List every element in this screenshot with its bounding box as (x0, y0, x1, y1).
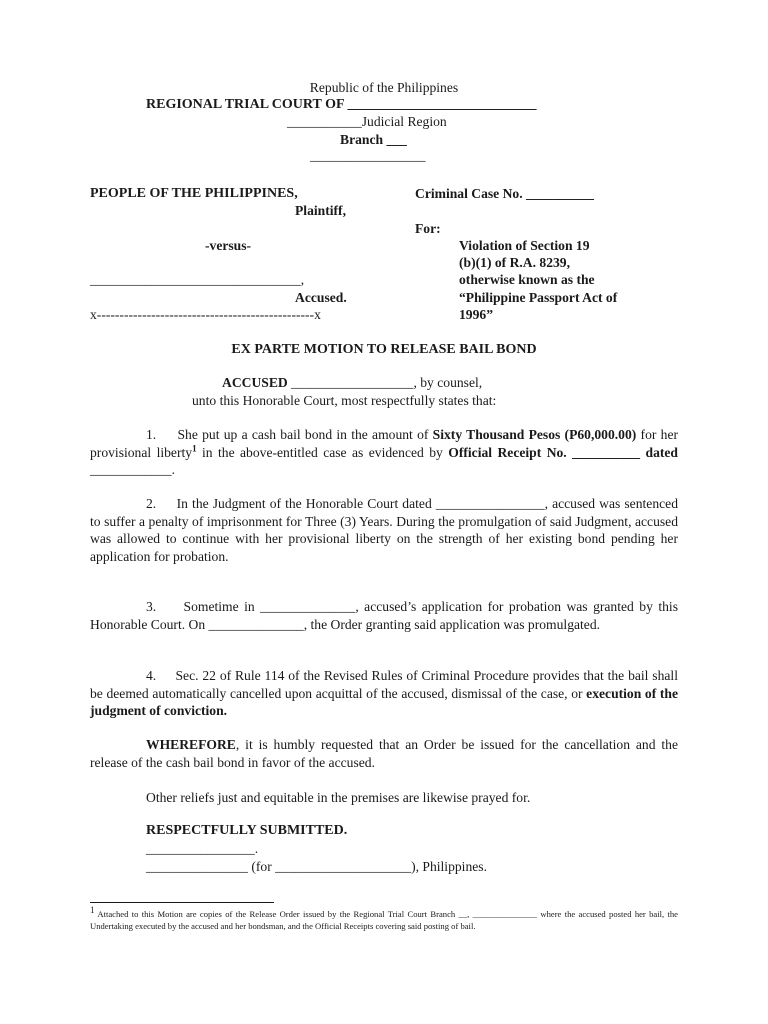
paragraph-1-text-a: She put up a cash bail bond in the amount of (177, 427, 433, 442)
footnote (90, 905, 678, 932)
paragraph-1-text-b: for her provisional liberty (90, 427, 679, 460)
paragraph-4-text: Sec. 22 of Rule 114 of the Revised Rules of Criminal Procedure provides that the bail shall be deemed automatically cancelled upon acquittal of the accused, dismissal of the case, or (90, 668, 678, 701)
wherefore-paragraph (90, 736, 678, 771)
footnote-mark: 1 (90, 905, 95, 916)
intro-rest: __________________, by counsel, (287, 375, 483, 390)
court-heading: REGIONAL TRIAL COURT OF ___________________________ (146, 97, 537, 112)
plaintiff-name: PEOPLE OF THE PHILIPPINES, (90, 186, 298, 201)
paragraph-1 (90, 426, 678, 479)
plaintiff-label: Plaintiff, (295, 203, 346, 218)
branch-blank-line: _________________ (310, 148, 426, 163)
official-receipt: Official Receipt No. __________ dated (448, 444, 678, 460)
intro-line-1 (222, 374, 482, 392)
respectfully-submitted: RESPECTFULLY SUBMITTED. (146, 823, 348, 838)
place-line: _______________ (for ____________________), Philippines. (146, 859, 487, 874)
accused-name-line: _______________________________, (90, 272, 305, 287)
for-label: For: (415, 221, 441, 236)
footnote-rule (90, 902, 274, 903)
accused-label: Accused. (295, 290, 347, 305)
execution-of-judgment: execution of the judgment of conviction. (90, 685, 678, 718)
paragraph-1-number: 1. (146, 427, 157, 442)
motion-title: EX PARTE MOTION TO RELEASE BAIL BOND (231, 342, 537, 357)
paragraph-4 (90, 667, 678, 720)
branch-label: Branch ___ (340, 132, 407, 147)
republic-heading: Republic of the Philippines (309, 80, 459, 95)
intro-line-2: unto this Honorable Court, most respectfully states that: (192, 393, 497, 408)
date-line: ________________. (146, 841, 259, 856)
paragraph-3 (90, 598, 678, 633)
offense-line-1: Violation of Section 19 (459, 238, 590, 253)
paragraph-3-number: 3. (146, 599, 157, 614)
accused-word: ACCUSED (222, 375, 288, 390)
offense-line-4: “Philippine Passport Act of (459, 290, 618, 305)
offense-line-3: otherwise known as the (459, 272, 595, 287)
paragraph-1-text-c: in the above-entitled case as evidenced by (196, 444, 449, 460)
offense-line-2: (b)(1) of R.A. 8239, (459, 255, 571, 270)
paragraph-1-text-d: ____________. (90, 462, 175, 477)
bail-amount: Sixty Thousand Pesos (P60,000.00) (432, 427, 637, 442)
other-reliefs: Other reliefs just and equitable in the premises are likewise prayed for. (146, 790, 531, 805)
versus-label: -versus- (205, 238, 252, 253)
paragraph-2 (90, 495, 678, 565)
wherefore-word: WHEREFORE (146, 737, 236, 752)
paragraph-2-number: 2. (146, 496, 157, 511)
caption-separator: x------------------------------------------------x (90, 307, 321, 322)
wherefore-text: , it is humbly requested that an Order be issued for the cancellation and the release of the cash bail bond in favor of the accused. (90, 737, 678, 770)
footnote-reference: 1 (192, 442, 197, 453)
paragraph-3-text: Sometime in ______________, accused’s application for probation was granted by this Honorable Court. On ______________, the Order granting said application was promulgated. (90, 599, 678, 632)
paragraph-2-text: In the Judgment of the Honorable Court dated ________________, accused was sentenced to suffer a penalty of imprisonment for Three (3) Years. During the promulgation of said Judgment, accused was allowed to continue with her provisional liberty on the strength of her existing bond pending her application for probation. (90, 496, 678, 564)
offense-line-5: 1996” (459, 307, 493, 322)
paragraph-4-number: 4. (146, 668, 157, 683)
judicial-region: ___________Judicial Region (287, 114, 447, 129)
criminal-case-no: Criminal Case No. __________ (415, 186, 594, 201)
footnote-text: Attached to this Motion are copies of the Release Order issued by the Regional Trial Court Branch __, _______________ where the accused posted her bail, the Undertaking executed by the accused and her bondsman, and the Official Receipts covering said posting of bail. (90, 909, 678, 931)
